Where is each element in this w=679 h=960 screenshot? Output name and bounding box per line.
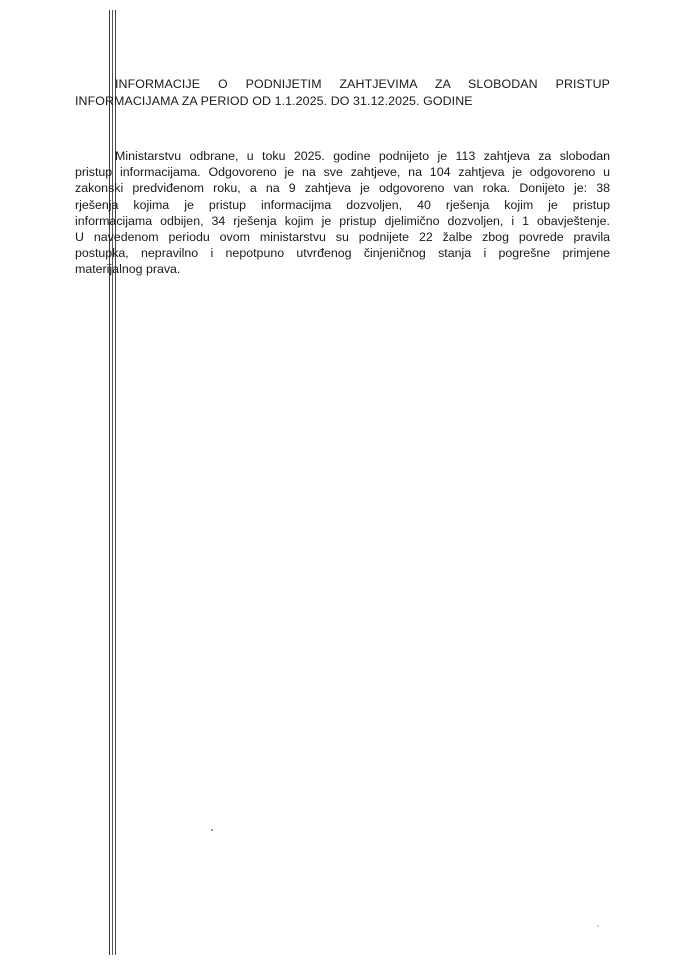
body-line: pristup informacijama. Odgovoreno je na sve zahtjeve, na 104 zahtjeva je odgovoreno u [75, 165, 610, 180]
document-title [75, 76, 610, 110]
document-body [75, 148, 610, 278]
scan-speck [211, 829, 213, 831]
body-line: postupka, nepravilno i nepotpuno utvrđenog činjeničnog stanja i pogrešne primjene [75, 246, 610, 261]
body-line: Ministarstvu odbrane, u toku 2025. godine podnijeto je 113 zahtjeva za slobodan [115, 149, 610, 163]
title-line-1: INFORMACIJE O PODNIJETIM ZAHTJEVIMA ZA SLOBODAN PRISTUP [115, 77, 610, 91]
title-line-2: INFORMACIJAMA ZA PERIOD OD 1.1.2025. DO 31.12.2025. GODINE [75, 94, 473, 108]
body-line: materijalnog prava. [75, 262, 181, 277]
scan-speck [597, 925, 599, 927]
body-line: informacijama odbijen, 34 rješenja kojim je pristup djelimično dozvoljen, i 1 obavještenje. [75, 213, 610, 228]
body-line: rješenja kojima je pristup informacijma dozvoljen, 40 rješenja kojim je pristup [75, 197, 610, 212]
body-line: U navedenom periodu ovom ministarstvu su podnijete 22 žalbe zbog povrede pravila [75, 230, 610, 245]
body-line: zakonski predviđenom roku, a na 9 zahtjeva je odgovoreno van roka. Donijeto je: 38 [75, 181, 610, 196]
